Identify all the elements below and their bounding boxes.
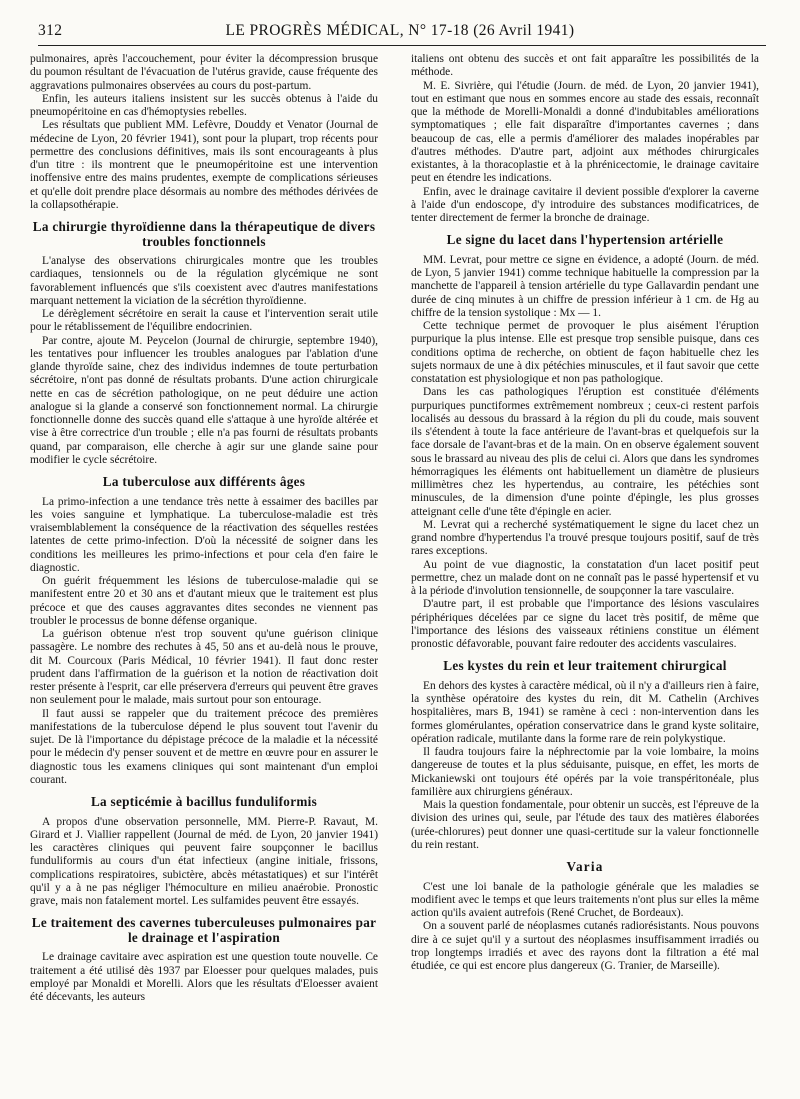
paragraph: italiens ont obtenu des succès et ont fait apparaître les possibilités de la méthode.	[411, 53, 759, 79]
paragraph: Dans les cas pathologiques l'éruption est constituée d'éléments purpuriques punctiformes extrêmement nombreux ; ceux-ci restent parfois localisés au dessous du brassard à la région du pli du coude, mais souvent ils s'étendent à toute la face antérieure de l'avant-bras et quelquefois sur la face dorsale de l'avant-bras et de la main. On en observe également souvent sous le brassard au niveau des plis de celui ci. Alors que dans les syndromes hémorragiques les éléments ont habituellement un diamètre de plusieurs millimètres chez les hypertendus, au contraire, les pétéchies sont minuscules, de la dimension d'une pointe d'épingle, les plus grosses atteignant celle d'une tête d'épingle en acier.	[411, 386, 759, 518]
paragraph: Mais la question fondamentale, pour obtenir un succès, est l'épreuve de la division des urines qui, seule, par l'étude des taux des matières élaborées (urée-chlorures) peut donner une quasi-certitude sur la valeur fonctionnelle du rein restant.	[411, 799, 759, 851]
paragraph: C'est une loi banale de la pathologie générale que les maladies se modifient avec le temps et que leurs traitements n'ont plus sur elles la même action qu'ils avaient autrefois (René Cruchet, de Bordeaux).	[411, 880, 759, 919]
paragraph: On guérit fréquemment les lésions de tuberculose-maladie qui se manifestent entre 20 et 30 ans et d'autant mieux que le traitement est plus précoce et que des causes aggravantes dites secondes ne viennent pas troubler le processus de bonne défense organique.	[30, 575, 378, 627]
section-heading: Le traitement des cavernes tuberculeuses pulmonaires par le drainage et l'aspiration	[31, 915, 377, 945]
paragraph: Le drainage cavitaire avec aspiration est une question toute nouvelle. Ce traitement a été utilisé dès 1937 par Eloesser pour quelques malades, puis employé par Monaldi et Morelli. Alors que les résultats d'Eloesser avaient été décevants, les auteurs	[30, 951, 378, 1003]
paragraph: D'autre part, il est probable que l'importance des lésions vasculaires périphériques décelées par ce signe du lacet très positif, de même que l'importance des lésions des vaisseaux rétiniens constitue un élément pronostic défavorable, pouvant faire redouter des accidents vasculaires.	[411, 598, 759, 650]
running-title: LE PROGRÈS MÉDICAL, N° 17-18 (26 Avril 1941)	[225, 22, 575, 39]
paragraph: En dehors des kystes à caractère médical, où il n'y a d'ailleurs rien à faire, la synthèse opératoire des kystes du rein, dit M. Cathelin (Archives hospitalières, mars B, 1941) se ramène à ceci : non-intervention dans les formes glomérulantes, opération conservatrice dans le grand kyste solitaire, opération radicale, mutilante dans la forme rare de rein polykystique.	[411, 679, 759, 745]
section-heading: La tuberculose aux différents âges	[102, 474, 306, 489]
paragraph: Cette technique permet de provoquer le plus aisément l'éruption purpurique la plus intense. Elle est presque trop sensible puisque, dans ces conditions optima de recherche, on obtient de façon habituelle chez les sujets normaux de une à dix pétéchies minuscules, et il faut savoir que cette constatation est physiologique et non pas pathologique.	[411, 320, 759, 385]
paragraph: Il faut aussi se rappeler que du traitement précoce des premières manifestations de la tuberculose dépend le plus souvent tout l'avenir du sujet. De là l'importance du dépistage précoce de la maladie et la nécessité pour le médecin d'y penser souvent et de mettre en œuvre pour en assurer le diagnostic tous les examens cliniques qui sont maintenant d'un emploi courant.	[30, 707, 378, 786]
section-heading: La septicémie à bacillus funduliformis	[90, 794, 318, 809]
paragraph: On a souvent parlé de néoplasmes cutanés radiorésistants. Nous pouvons dire à ce sujet qu'il y a surtout des néoplasmes insuffisamment irradiés ou trop longtemps irradiés et avec des rayons dont la filtration a été mal étudiée, ce qui est encore plus dangereux (G. Tranier, de Marseille).	[411, 920, 759, 972]
paragraph: Enfin, avec le drainage cavitaire il devient possible d'explorer la caverne à l'aide d'un endoscope, d'y introduire des substances modificatrices, de tenter directement de fermer la bronche de drainage.	[411, 185, 759, 224]
paragraph: Au point de vue diagnostic, la constatation d'un lacet positif peut permettre, chez un malade dont on ne connaît pas le passé hypertensif et vu à la période d'involution tensionnelle, de soupçonner la tare vasculaire.	[411, 558, 759, 597]
paragraph: M. E. Sivrière, qui l'étudie (Journ. de méd. de Lyon, 20 janvier 1941), tout en estimant que nous en sommes encore au stade des essais, reconnaît que la méthode de Morelli-Monaldi a donné d'indubitables améliorations symptomatiques ; elle fait disparaître d'importantes cavernes ; dans beaucoup de cas, elle a permis d'améliorer des malades inopérables par d'autres méthodes. D'autre part, adjoint aux méthodes chirurgicales existantes, à la thoracoplastie et à la phrénicectomie, le drainage cavitaire peut en étendre les indications.	[411, 79, 759, 185]
section-heading: Le signe du lacet dans l'hypertension artérielle	[446, 232, 724, 248]
paragraph: Il faudra toujours faire la néphrectomie par la voie lombaire, la moins dangereuse de toutes et la plus séduisante, puisque, en effet, les morts de Mickaniewski ont toujours été opérés par la voie transpéritonéale, plus familière aux chirurgiens généraux.	[411, 746, 759, 798]
paragraph: L'analyse des observations chirurgicales montre que les troubles cardiaques, tensionnels ou de la régulation glycémique ne sont favorablement influencés que s'ils coexistent avec d'autres manifestations marquant nettement la viciation de la sécrétion thyroïdienne.	[30, 255, 378, 307]
paragraph: pulmonaires, après l'accouchement, pour éviter la décompression brusque du poumon résultant de l'évacuation de l'utérus gravide, cause fréquente des aggravations pulmonaires observées au cours du post-partum.	[30, 53, 378, 92]
paragraph: A propos d'une observation personnelle, MM. Pierre-P. Ravaut, M. Girard et J. Viallier rappellent (Journal de méd. de Lyon, 20 janvier 1941) les caractères cliniques qui peuvent faire soupçonner le bacillus funduliformis au cours d'un état infectieux (angine initiale, frissons, complications respiratoires, subictère, abcès métastatiques) et sur l'intérêt qu'il y a à ne pas négliger l'hémoculture en milieu anaérobie. Pronostic grave, mais non fatalement mortel. Les sulfamides peuvent être essayés.	[30, 815, 378, 907]
paragraph: Par contre, ajoute M. Peycelon (Journal de chirurgie, septembre 1940), les tentatives pour influencer les troubles analogues par l'ablation d'une glande thyroïde saine, chez des individus indemnes de toute perturbation sécrétoire, n'ont pas donné de résultats probants. D'une action chirurgicale nette en cas de sécrétion pathologique, on ne peut déduire une action analogue si la glande a conservé son fonctionnement normal. La chirurgie fonctionnelle donne des succès quand elle s'attaque à une hyroïde altérée et vise à être correctrice d'un trouble ; elle n'a pas fourni de résultats probants quand, par comparaison, elle cherche à agir sur une glande saine pour modifier le cycle sécrétoire.	[30, 334, 378, 466]
section-heading: Les kystes du rein et leur traitement chirurgical	[443, 658, 727, 674]
left-column	[30, 53, 378, 1004]
paragraph: Le dérèglement sécrétoire en serait la cause et l'intervention serait utile pour le rétablissement de l'équilibre endocrinien.	[30, 308, 378, 334]
section-heading: Varia	[566, 859, 604, 874]
page-header	[38, 22, 762, 44]
right-column	[411, 53, 759, 973]
paragraph: La primo-infection a une tendance très nette à essaimer des bacilles par les voies sanguine et lymphatique. La tuberculose-maladie est très vraisemblablement la conséquence de la réactivation des séquelles restées latentes de cette primo-infection. D'où la nécessité de soigner dans les conditions les meilleures les primo-infections et pour cela d'en faire le diagnostic.	[30, 495, 378, 574]
page-number: 312	[38, 22, 63, 39]
paragraph: MM. Levrat, pour mettre ce signe en évidence, a adopté (Journ. de méd. de Lyon, 5 janvier 1941) comme technique habituelle la compression par la manchette de l'appareil à tension artérielle du type Gallavardin pendant une durée de cinq minutes à un chiffre de pression inférieur à 1 cm. de Hg au chiffre de la tension systolique : Mx — 1.	[411, 253, 759, 319]
paragraph: M. Levrat qui a recherché systématiquement le signe du lacet chez un grand nombre d'hypertendus l'a trouvé presque toujours positif, sauf de très rares exceptions.	[411, 518, 759, 558]
paragraph: Enfin, les auteurs italiens insistent sur les succès obtenus à l'aide du pneumopéritoine en cas d'hémoptysies rebelles.	[30, 92, 378, 118]
section-heading: La chirurgie thyroïdienne dans la thérapeutique de divers troubles fonctionnels	[32, 219, 376, 249]
paragraph: La guérison obtenue n'est trop souvent qu'une guérison clinique passagère. Le nombre des rechutes à 45, 50 ans et au-delà nous le prouve, dit M. Courcoux (Paris Médical, 10 février 1941). Il faut donc rester prudent dans l'affirmation de la guérison et la notion de réactivation doit rester présente à l'esprit, car elle préservera d'erreurs qui peuvent être graves non seulement pour le malade, mais surtout pour son entourage.	[30, 628, 378, 707]
header-rule	[38, 45, 766, 46]
paragraph: Les résultats que publient MM. Lefèvre, Douddy et Venator (Journal de médecine de Lyon, 20 février 1941), sont pour la plupart, trop récents pour permettre des conclusions définitives, mais ils sont encourageants à plus d'un titre : ils montrent que le pneumopéritoine est une intervention inoffensive entre des mains prudentes, exempte de complications sérieuses et qu'elle doit prendre place désormais au nombre des méthodes dérivées de la collapsothérapie.	[30, 119, 378, 211]
